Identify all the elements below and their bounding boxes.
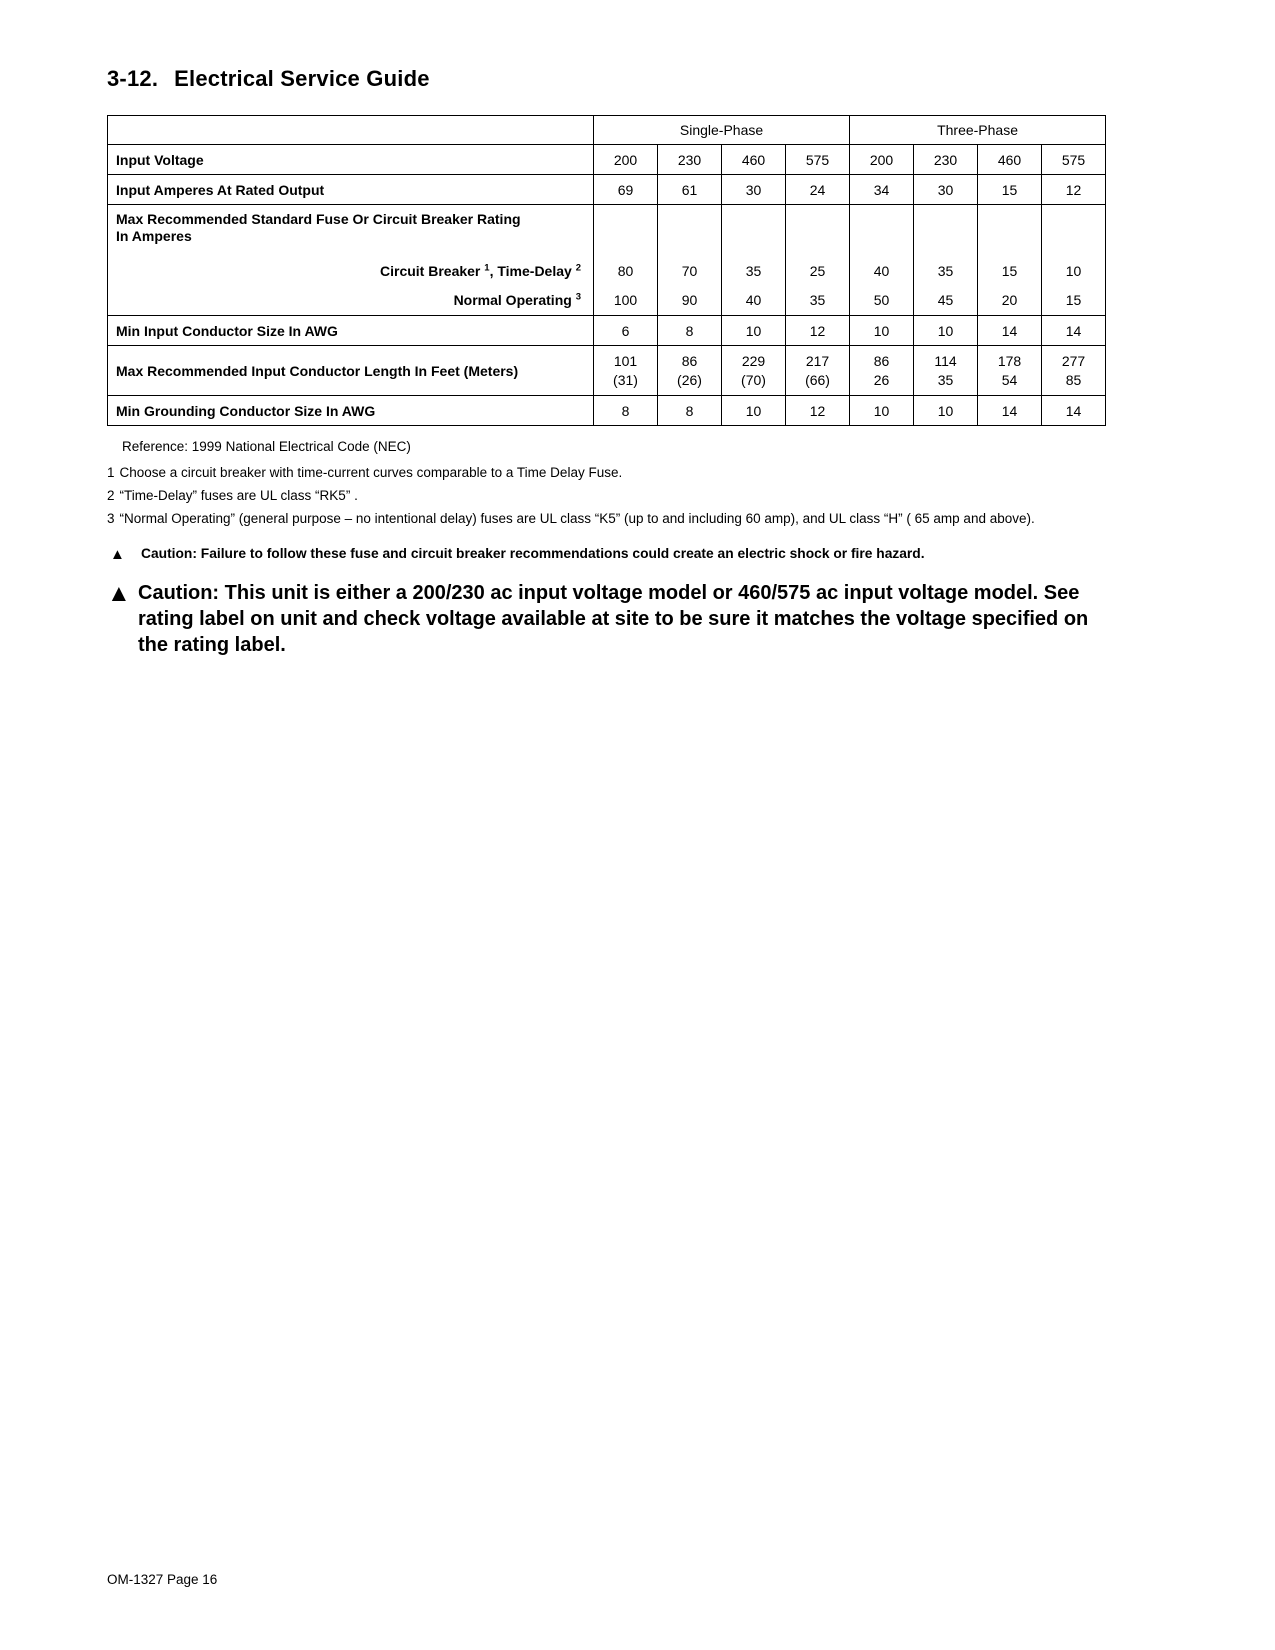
table-cell (786, 346, 850, 396)
table-cell: 6 (594, 316, 658, 346)
length-feet: 86 (681, 352, 698, 369)
table-cell-fuse (1042, 205, 1106, 316)
table-row-min-input-conductor (108, 316, 1106, 346)
row-label: Input Amperes At Rated Output (108, 175, 594, 205)
table-cell: 10 (850, 396, 914, 426)
length-feet: 86 (873, 352, 890, 369)
circuit-breaker-value: 70 (681, 263, 698, 279)
length-meters: (31) (613, 371, 638, 388)
length-meters: 35 (937, 371, 954, 388)
table-cell: 61 (658, 175, 722, 205)
length-meters: 85 (1065, 371, 1082, 388)
circuit-breaker-value: 80 (617, 263, 634, 279)
table-cell: 14 (1042, 316, 1106, 346)
table-cell: 30 (722, 175, 786, 205)
notes-section (107, 439, 1105, 528)
table-row-max-conductor-length (108, 346, 1106, 396)
table-row-min-grounding (108, 396, 1106, 426)
normal-operating-value: 15 (1065, 292, 1082, 308)
table-cell: 460 (978, 145, 1042, 175)
footnote-ref: 3 (575, 291, 581, 303)
table-cell (658, 346, 722, 396)
footnote-text: Choose a circuit breaker with time-current curves comparable to a Time Delay Fuse. (119, 465, 623, 480)
table-cell: 230 (914, 145, 978, 175)
normal-operating-value: 100 (613, 292, 638, 308)
caution-note-small (107, 546, 1105, 563)
normal-operating-value: 35 (809, 292, 826, 308)
length-feet: 178 (997, 352, 1022, 369)
page-content (107, 66, 1105, 658)
table-cell: 10 (914, 396, 978, 426)
table-row-input-voltage (108, 145, 1106, 175)
table-cell: 10 (850, 316, 914, 346)
table-cell: 200 (850, 145, 914, 175)
normal-operating-value: 40 (745, 292, 762, 308)
table-cell: 460 (722, 145, 786, 175)
subrow-label-circuit-breaker (108, 257, 593, 286)
table-cell-fuse (658, 205, 722, 316)
table-row-fuse-rating (108, 205, 1106, 316)
table-cell: 14 (978, 396, 1042, 426)
table-cell-fuse (914, 205, 978, 316)
table-cell: 30 (914, 175, 978, 205)
normal-operating-value: 50 (873, 292, 890, 308)
normal-operating-value: 90 (681, 292, 698, 308)
page-footer: OM-1327 Page 16 (107, 1572, 218, 1587)
subrow-text: Normal Operating (453, 292, 576, 308)
circuit-breaker-value: 40 (873, 263, 890, 279)
footnote-text: “Time-Delay” fuses are UL class “RK5” . (119, 488, 358, 503)
footnote-2 (107, 486, 1105, 505)
subrow-text: , Time-Delay (489, 263, 576, 279)
table-cell (978, 346, 1042, 396)
table-cell: 69 (594, 175, 658, 205)
table-header-row (108, 116, 1106, 145)
table-cell (1042, 346, 1106, 396)
caution-large-text: Caution: This unit is either a 200/230 ac input voltage model or 460/575 ac input voltage model. See rating label on unit and check voltage available at site to be sure it matches the voltage specified on the rating label. (138, 582, 1089, 656)
caution-small-text: Caution: Failure to follow these fuse and circuit breaker recommendations could create an electric shock or fire hazard. (141, 546, 925, 561)
reference-line: Reference: 1999 National Electrical Code (NEC) (122, 439, 411, 454)
table-cell: 14 (978, 316, 1042, 346)
circuit-breaker-value: 10 (1065, 263, 1082, 279)
subrow-text: Circuit Breaker (380, 263, 485, 279)
footnote-number: 3 (107, 511, 115, 526)
footnote-number: 2 (107, 488, 115, 503)
row-label: Min Grounding Conductor Size In AWG (108, 396, 594, 426)
length-meters: 54 (1001, 371, 1018, 388)
table-cell: 200 (594, 145, 658, 175)
table-cell-fuse (722, 205, 786, 316)
fuse-heading-line2: In Amperes (116, 228, 192, 244)
section-title-text: Electrical Service Guide (174, 66, 430, 91)
length-feet: 277 (1061, 352, 1086, 369)
header-single-phase: Single-Phase (594, 116, 850, 145)
circuit-breaker-value: 35 (937, 263, 954, 279)
footnote-number: 1 (107, 465, 115, 480)
length-meters: (70) (741, 371, 766, 388)
table-cell: 10 (722, 316, 786, 346)
normal-operating-value: 45 (937, 292, 954, 308)
table-cell: 14 (1042, 396, 1106, 426)
section-number: 3-12. (107, 66, 159, 91)
table-cell: 12 (786, 396, 850, 426)
header-three-phase: Three-Phase (850, 116, 1106, 145)
length-meters: (26) (677, 371, 702, 388)
length-feet: 217 (805, 352, 830, 369)
table-cell: 34 (850, 175, 914, 205)
row-label-fuse (108, 205, 594, 316)
table-cell-fuse (786, 205, 850, 316)
table-cell: 10 (722, 396, 786, 426)
table-cell (850, 346, 914, 396)
subrow-label-normal-operating (108, 286, 593, 315)
length-meters: (66) (805, 371, 830, 388)
fuse-heading (108, 205, 593, 257)
warning-triangle-icon: ▲ (110, 546, 125, 563)
row-label: Max Recommended Input Conductor Length In Feet (Meters) (108, 346, 594, 396)
circuit-breaker-value: 35 (745, 263, 762, 279)
length-feet: 114 (934, 352, 957, 369)
table-cell: 12 (1042, 175, 1106, 205)
footnote-text: “Normal Operating” (general purpose – no intentional delay) fuses are UL class “K5” (up to and including 60 amp), and UL class “H” ( 65 amp and above). (119, 511, 1035, 526)
table-cell: 575 (1042, 145, 1106, 175)
table-cell: 8 (594, 396, 658, 426)
table-cell: 12 (786, 316, 850, 346)
table-cell: 575 (786, 145, 850, 175)
table-row-input-amperes (108, 175, 1106, 205)
row-label: Min Input Conductor Size In AWG (108, 316, 594, 346)
table-cell-fuse (850, 205, 914, 316)
length-meters: 26 (873, 371, 890, 388)
circuit-breaker-value: 25 (809, 263, 826, 279)
warning-triangle-icon: ▲ (107, 580, 131, 607)
table-cell: 8 (658, 316, 722, 346)
table-cell: 15 (978, 175, 1042, 205)
normal-operating-value: 20 (1001, 292, 1018, 308)
table-cell (722, 346, 786, 396)
table-cell (594, 346, 658, 396)
row-label: Input Voltage (108, 145, 594, 175)
fuse-heading-line1: Max Recommended Standard Fuse Or Circuit Breaker Rating (116, 211, 521, 227)
table-cell: 8 (658, 396, 722, 426)
table-cell: 230 (658, 145, 722, 175)
footnote-ref: 1 (484, 262, 490, 274)
table-cell-fuse (594, 205, 658, 316)
electrical-service-table (107, 115, 1106, 426)
length-feet: 101 (613, 352, 638, 369)
circuit-breaker-value: 15 (1001, 263, 1018, 279)
table-cell: 24 (786, 175, 850, 205)
footnote-1 (107, 463, 1105, 482)
header-empty-cell (108, 116, 594, 145)
table-cell: 10 (914, 316, 978, 346)
section-title (107, 66, 1105, 92)
length-feet: 229 (741, 352, 766, 369)
footnote-3 (107, 509, 1105, 528)
footnote-ref: 2 (575, 262, 581, 274)
caution-note-large (107, 580, 1105, 658)
table-cell-fuse (978, 205, 1042, 316)
table-cell (914, 346, 978, 396)
